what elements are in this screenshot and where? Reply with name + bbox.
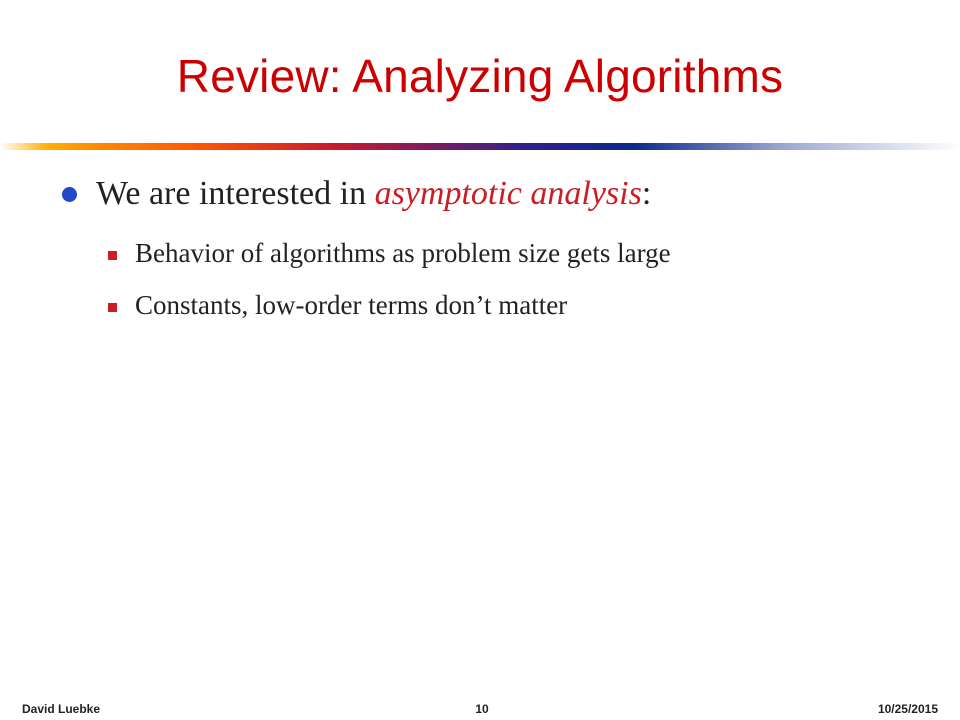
bullet-emphasis: asymptotic analysis: [374, 175, 642, 212]
blue-dot-bullet-icon: [62, 187, 77, 202]
footer-date: 10/25/2015: [877, 702, 938, 716]
bullet-prefix: We are interested in: [96, 175, 375, 212]
subbullet-text: Behavior of algorithms as problem size gets large: [135, 238, 671, 268]
bullet-suffix: :: [641, 175, 652, 212]
title-divider: [0, 143, 960, 150]
red-square-bullet-icon: [108, 303, 117, 312]
slide-title: Review: Analyzing Algorithms: [176, 50, 784, 102]
footer-author: David Luebke: [22, 702, 101, 716]
red-square-bullet-icon: [108, 251, 117, 260]
bullet-text: [96, 172, 651, 216]
subbullet-text: Constants, low-order terms don’t matter: [135, 290, 568, 320]
footer-page-number: 10: [475, 702, 489, 716]
